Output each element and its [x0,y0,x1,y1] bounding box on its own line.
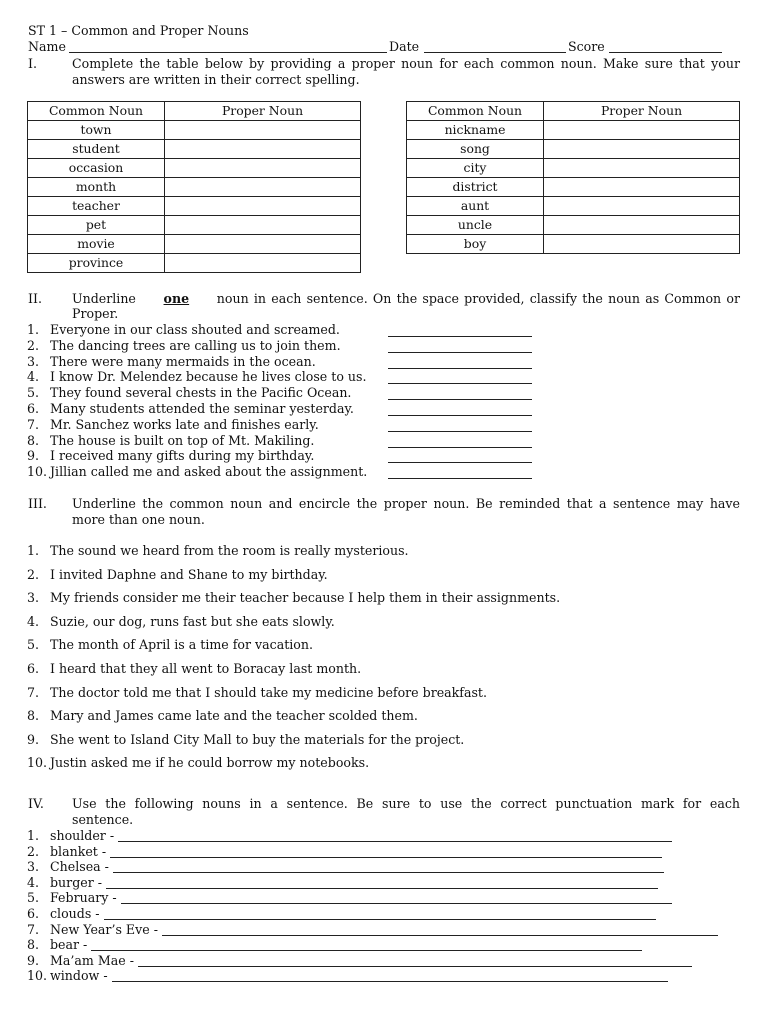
table-row [28,197,361,216]
table-row [407,159,740,178]
sentence-text[interactable]: The sound we heard from the room is really mysterious. [50,543,409,558]
sentence-answer-line[interactable] [106,888,658,889]
common-noun-cell: uncle [407,216,544,235]
common-noun-cell: movie [28,235,165,254]
right-noun-table [406,101,740,254]
noun-prompt: February - [50,890,117,906]
sentence-text[interactable]: The month of April is a time for vacation. [50,637,313,653]
common-noun-cell: song [407,140,544,159]
item-number: 7. [27,416,40,432]
table-row [407,216,740,235]
sentence-text[interactable]: The doctor told me that I should take my medicine before breakfast. [50,684,487,700]
item-number: 8. [27,432,40,448]
item-number: 3. [27,353,40,369]
common-noun-cell: aunt [407,197,544,216]
noun-prompt: blanket - [50,843,107,859]
sentence-text: Mr. Sanchez works late and finishes early. [50,416,319,432]
item-number: 7. [27,684,40,700]
date-field[interactable] [424,52,566,53]
item-number: 7. [27,921,40,937]
part1-instruction-line2: answers are written in their correct spelling. [72,72,360,87]
common-noun-cell: pet [28,216,165,235]
item-number: 10. [27,755,48,771]
common-noun-cell: nickname [407,121,544,140]
item-number: 2. [27,843,40,859]
proper-noun-answer[interactable] [544,178,740,197]
item-number: 3. [27,859,40,875]
proper-noun-answer[interactable] [544,159,740,178]
part1-numeral: I. [28,56,37,71]
item-number: 10. [27,464,48,480]
sentence-text[interactable]: I invited Daphne and Shane to my birthday. [50,566,328,582]
score-field[interactable] [609,52,722,53]
sentence-answer-line[interactable] [110,857,662,858]
part1-instruction-line1: Complete the table below by providing a proper noun for each common noun. Make sure that your [72,56,740,71]
noun-prompt: New Year’s Eve - [50,921,158,937]
item-number: 8. [27,937,40,953]
name-label: Name [28,39,66,54]
proper-noun-answer[interactable] [165,121,361,140]
proper-noun-answer[interactable] [544,235,740,254]
item-number: 10. [27,968,48,984]
item-number: 9. [27,952,40,968]
proper-noun-answer[interactable] [165,216,361,235]
part4-instruction-line2: sentence. [72,812,134,827]
part2-instr-post: noun in each sentence. On the space provided, classify the noun as Common or [216,291,740,306]
sentence-answer-line[interactable] [112,981,668,982]
sentence-text: Everyone in our class shouted and screamed. [50,322,340,337]
item-number: 6. [27,906,40,921]
proper-noun-answer[interactable] [544,197,740,216]
item-number: 4. [27,369,40,385]
proper-noun-answer[interactable] [165,254,361,273]
item-number: 9. [27,448,40,464]
classification-answer-line[interactable] [388,352,532,353]
part4-instruction-line1: Use the following nouns in a sentence. Be sure to use the correct punctuation mark for each [72,796,740,811]
sentence-answer-line[interactable] [118,841,672,842]
proper-noun-answer[interactable] [544,140,740,159]
proper-noun-answer[interactable] [165,178,361,197]
noun-prompt: window - [50,968,108,984]
common-noun-header: Common Noun [407,102,544,121]
item-number: 2. [27,337,40,353]
classification-answer-line[interactable] [388,462,532,463]
name-field[interactable] [69,52,387,53]
sentence-text: They found several chests in the Pacific Ocean. [50,385,352,401]
sentence-answer-line[interactable] [104,919,656,920]
sentence-text: The house is built on top of Mt. Makiling. [50,432,315,448]
noun-prompt: Chelsea - [50,859,109,875]
classification-answer-line[interactable] [388,336,532,337]
left-noun-table [27,101,361,273]
table-row [407,197,740,216]
sentence-text: There were many mermaids in the ocean. [50,353,316,369]
classification-answer-line[interactable] [388,415,532,416]
proper-noun-answer[interactable] [165,159,361,178]
classification-answer-line[interactable] [388,431,532,432]
score-label: Score [568,39,605,54]
item-number: 2. [27,566,40,582]
common-noun-cell: town [28,121,165,140]
item-number: 1. [27,828,40,843]
item-number: 4. [27,613,40,629]
part3-instruction-line1: Underline the common noun and encircle the proper noun. Be reminded that a sentence may have [72,496,740,511]
table-row [28,140,361,159]
item-number: 6. [27,401,40,416]
table-row [28,254,361,273]
item-number: 5. [27,890,40,906]
part4-numeral: IV. [28,796,44,811]
table-row [28,235,361,254]
sentence-answer-line[interactable] [113,872,664,873]
sentence-text: I know Dr. Melendez because he lives close to us. [50,369,367,385]
proper-noun-answer[interactable] [165,235,361,254]
item-number: 6. [27,661,40,676]
classification-answer-line[interactable] [388,368,532,369]
part2-instruction-line2: Proper. [72,306,119,321]
part2-numeral: II. [28,291,42,306]
table-row [28,178,361,197]
sentence-text[interactable]: Mary and James came late and the teacher scolded them. [50,708,418,724]
table-row [407,235,740,254]
common-noun-cell: month [28,178,165,197]
common-noun-cell: district [407,178,544,197]
table-header-row [407,102,740,121]
table-row [28,159,361,178]
noun-prompt: bear - [50,937,88,953]
item-number: 1. [27,543,40,558]
part2-instr-pre: Underline [72,291,136,306]
part2-instr-emphasis: one [163,291,190,306]
item-number: 1. [27,322,40,337]
sentence-answer-line[interactable] [121,903,672,904]
item-number: 8. [27,708,40,724]
sentence-text: Many students attended the seminar yesterday. [50,401,354,416]
table-header-row [28,102,361,121]
sentence-text[interactable]: My friends consider me their teacher because I help them in their assignments. [50,590,561,606]
proper-noun-answer[interactable] [544,121,740,140]
classification-answer-line[interactable] [388,447,532,448]
common-noun-cell: teacher [28,197,165,216]
date-label: Date [389,39,420,54]
proper-noun-header: Proper Noun [165,102,361,121]
common-noun-cell: city [407,159,544,178]
classification-answer-line[interactable] [388,399,532,400]
table-row [407,140,740,159]
sentence-text: Jillian called me and asked about the assignment. [50,464,368,480]
table-row [28,121,361,140]
item-number: 4. [27,874,40,890]
table-row [28,216,361,235]
common-noun-cell: boy [407,235,544,254]
sentence-text: I received many gifts during my birthday. [50,448,315,464]
proper-noun-answer[interactable] [544,216,740,235]
sentence-answer-line[interactable] [162,935,718,936]
proper-noun-header: Proper Noun [544,102,740,121]
sentence-answer-line[interactable] [138,966,692,967]
sentence-answer-line[interactable] [91,950,642,951]
common-noun-cell: occasion [28,159,165,178]
sentence-text[interactable]: She went to Island City Mall to buy the materials for the project. [50,731,465,747]
common-noun-cell: student [28,140,165,159]
sentence-text[interactable]: Justin asked me if he could borrow my notebooks. [50,755,370,771]
worksheet-title: ST 1 – Common and Proper Nouns [28,23,249,38]
item-number: 5. [27,385,40,401]
item-number: 3. [27,590,40,606]
table-row [407,178,740,197]
part3-numeral: III. [28,496,47,511]
table-row [407,121,740,140]
sentence-text: The dancing trees are calling us to join them. [50,337,341,353]
proper-noun-answer[interactable] [165,140,361,159]
proper-noun-answer[interactable] [165,197,361,216]
classification-answer-line[interactable] [388,478,532,479]
sentence-text[interactable]: Suzie, our dog, runs fast but she eats slowly. [50,613,335,629]
classification-answer-line[interactable] [388,383,532,384]
noun-prompt: burger - [50,874,102,890]
part2-instruction-line1 [72,291,740,306]
noun-prompt: Ma’am Mae - [50,952,134,968]
common-noun-header: Common Noun [28,102,165,121]
noun-prompt: clouds - [50,906,100,921]
part3-instruction-line2: more than one noun. [72,512,205,527]
noun-prompt: shoulder - [50,828,115,843]
item-number: 9. [27,731,40,747]
item-number: 5. [27,637,40,653]
common-noun-cell: province [28,254,165,273]
sentence-text[interactable]: I heard that they all went to Boracay last month. [50,661,362,676]
